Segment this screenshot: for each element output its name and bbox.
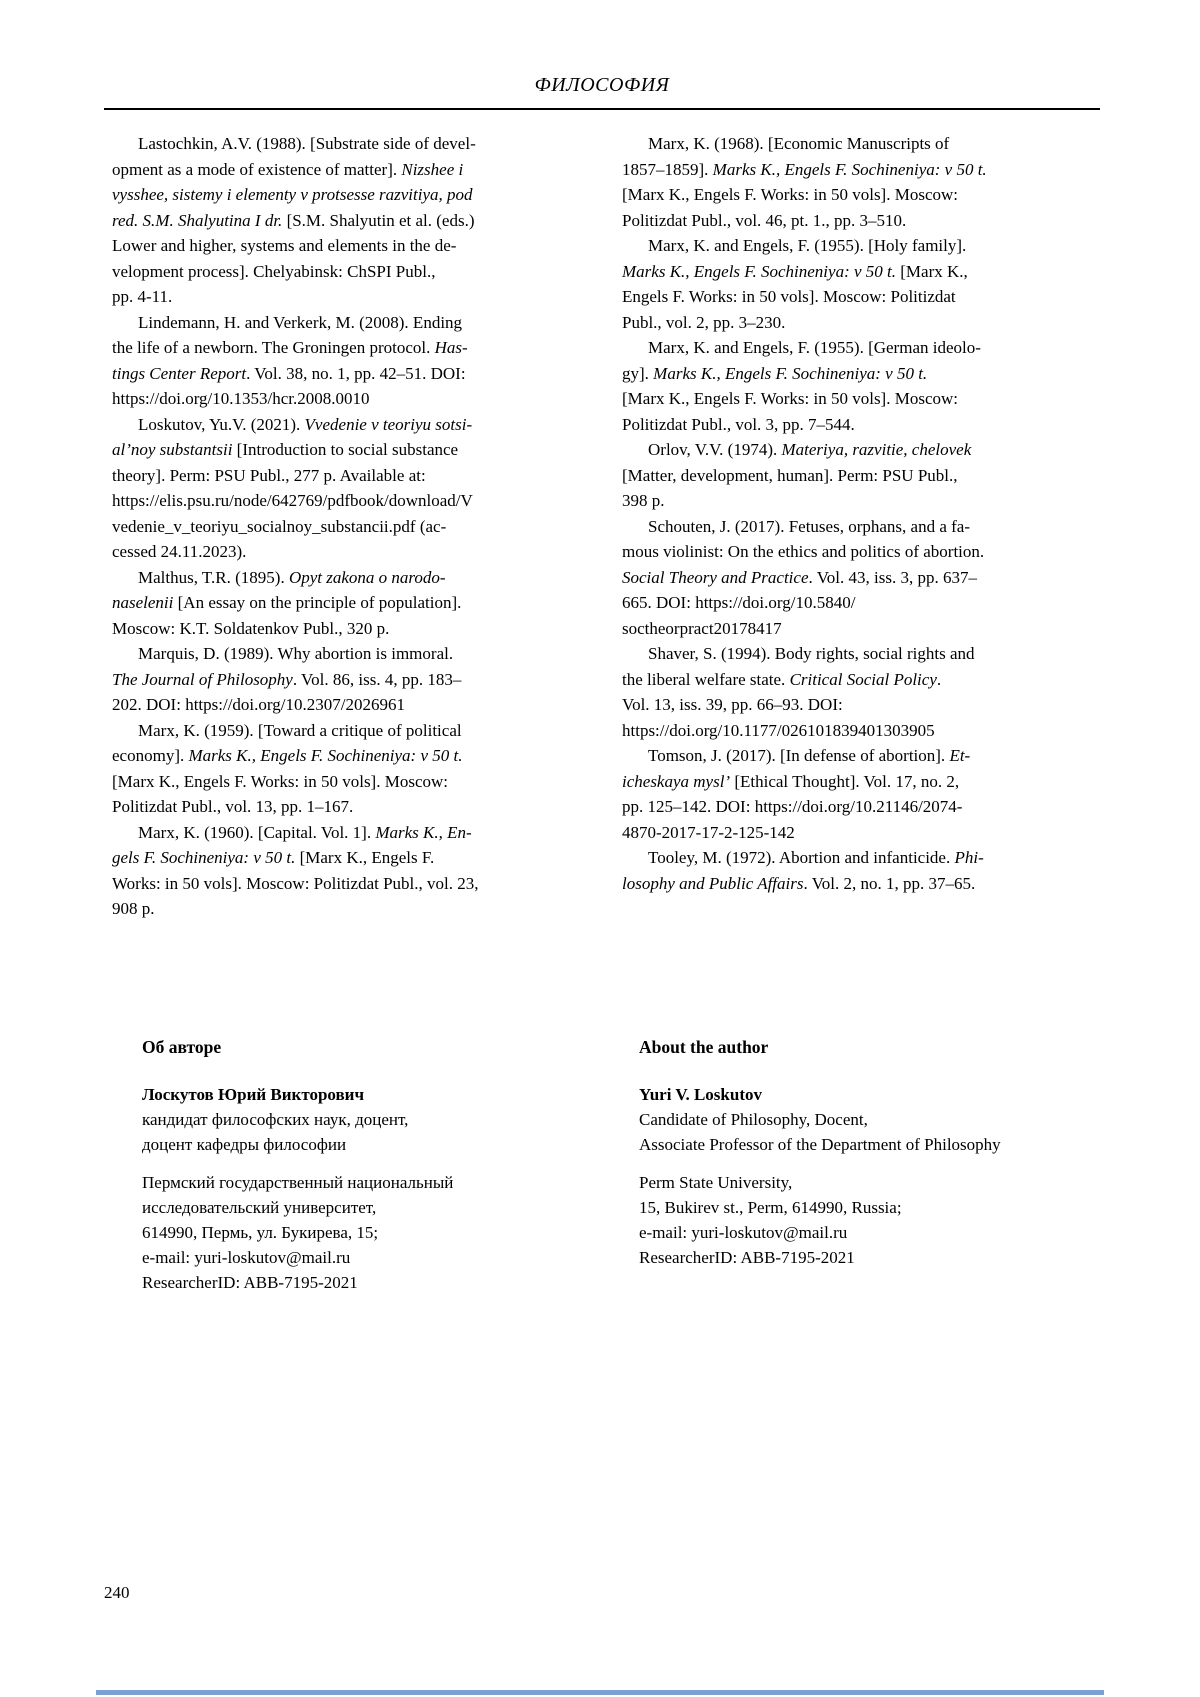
reference-entry (622, 437, 1054, 514)
reference-entry (112, 412, 542, 565)
reference-line: opment as a mode of existence of matter]. Nizshee i (112, 159, 464, 179)
about-line: доцент кафедры философии (142, 1135, 347, 1154)
about-line: Associate Professor of the Department of Philosophy (639, 1135, 1001, 1154)
reference-line: Engels F. Works: in 50 vols]. Moscow: Politizdat (622, 287, 956, 306)
reference-line: Tooley, M. (1972). Abortion and infanticide. Phi- (648, 848, 984, 867)
reference-entry (622, 743, 1054, 845)
reference-line: gy]. Marks K., Engels F. Sochineniya: v 50 t. (622, 363, 928, 383)
reference-line: [Marx K., Engels F. Works: in 50 vols]. Moscow: (112, 771, 448, 791)
about-author-heading-en: About the author (639, 1037, 769, 1057)
reference-line: https://doi.org/10.1353/hcr.2008.0010 (112, 389, 370, 408)
reference-line: Marx, K. and Engels, F. (1955). [Holy family]. (648, 236, 967, 255)
reference-line: 398 p. (622, 491, 665, 510)
reference-line: 908 p. (112, 899, 155, 918)
reference-line: theory]. Perm: PSU Publ., 277 p. Available at: (112, 465, 426, 485)
author-role-en (639, 1107, 1099, 1157)
reference-line: Lindemann, H. and Verkerk, M. (2008). Ending (138, 312, 463, 332)
references-right-column (622, 131, 1054, 896)
reference-line: [Marx K., Engels F. Works: in 50 vols]. Moscow: (622, 185, 958, 204)
reference-entry (112, 565, 542, 642)
reference-line: the liberal welfare state. Critical Social Policy. (622, 669, 942, 689)
reference-line: 202. DOI: https://doi.org/10.2307/2026961 (112, 695, 405, 714)
reference-line: Orlov, V.V. (1974). Materiya, razvitie, chelovek (648, 440, 972, 459)
reference-line: Lastochkin, A.V. (1988). [Substrate side of devel- (138, 134, 476, 153)
reference-line: https://doi.org/10.1177/026101839401303905 (622, 720, 935, 740)
reference-line: Loskutov, Yu.V. (2021). Vvedenie v teoriyu sotsi- (138, 414, 473, 434)
reference-line: Vol. 13, iss. 39, pp. 66–93. DOI: (622, 695, 843, 714)
reference-entry (112, 131, 542, 310)
reference-entry (622, 514, 1054, 642)
reference-line: Tomson, J. (2017). [In defense of abortion]. Et- (648, 746, 971, 765)
about-line: кандидат философских наук, доцент, (142, 1110, 409, 1129)
page-title: ФИЛОСОФИЯ (534, 74, 670, 96)
reference-line: 665. DOI: https://doi.org/10.5840/ (622, 593, 856, 612)
reference-line: Politizdat Publ., vol. 13, pp. 1–167. (112, 797, 354, 816)
author-name-ru: Лоскутов Юрий Викторович (142, 1085, 365, 1104)
about-line: e-mail: yuri-loskutov@mail.ru (142, 1248, 351, 1267)
reference-line: Politizdat Publ., vol. 3, pp. 7–544. (622, 414, 855, 434)
reference-entry (112, 310, 542, 412)
author-role-ru (142, 1107, 572, 1157)
reference-line: https://elis.psu.ru/node/642769/pdfbook/download/V (112, 491, 473, 510)
reference-line: Shaver, S. (1994). Body rights, social rights and (648, 644, 975, 663)
about-line: исследовательский университет, (142, 1198, 377, 1217)
about-line: 614990, Пермь, ул. Букирева, 15; (142, 1223, 379, 1242)
reference-entry (622, 641, 1054, 743)
about-line: ResearcherID: ABB-7195-2021 (142, 1273, 358, 1292)
reference-entry (622, 131, 1054, 233)
reference-entry (622, 233, 1054, 335)
reference-line: Works: in 50 vols]. Moscow: Politizdat Publ., vol. 23, (112, 873, 479, 893)
reference-entry (112, 718, 542, 820)
about-author-heading-ru: Об авторе (142, 1037, 222, 1057)
author-affiliation-ru (142, 1170, 572, 1295)
reference-entry (622, 845, 1054, 896)
reference-line: pp. 4-11. (112, 287, 173, 306)
reference-line: Marquis, D. (1989). Why abortion is immoral. (138, 644, 454, 663)
reference-line: Marx, K. (1959). [Toward a critique of political (138, 720, 462, 740)
references-left-column (112, 131, 542, 922)
reference-entry (112, 641, 542, 718)
reference-line: cessed 24.11.2023). (112, 542, 247, 561)
reference-line: Publ., vol. 2, pp. 3–230. (622, 312, 786, 332)
reference-line: naselenii [An essay on the principle of population]. (112, 593, 462, 612)
reference-line: soctheorpract20178417 (622, 618, 782, 638)
reference-line: Malthus, T.R. (1895). Opyt zakona o narodo- (138, 567, 446, 587)
reference-line: [Matter, development, human]. Perm: PSU Publ., (622, 465, 958, 485)
page-number: 240 (104, 1583, 130, 1602)
author-name-en: Yuri V. Loskutov (639, 1085, 762, 1104)
reference-line: pp. 125–142. DOI: https://doi.org/10.21146/2074- (622, 797, 963, 816)
reference-line: Marx, K. (1960). [Capital. Vol. 1]. Marks K., En- (138, 822, 472, 842)
reference-line: Lower and higher, systems and elements in the de- (112, 236, 457, 255)
reference-line: mous violinist: On the ethics and politics of abortion. (622, 542, 985, 561)
reference-line: 4870-2017-17-2-125-142 (622, 822, 795, 842)
reference-line: red. S.M. Shalyutina I dr. [S.M. Shalyutin et al. (eds.) (112, 210, 475, 230)
reference-line: vysshee, sistemy i elementy v protsesse razvitiya, pod (112, 185, 473, 204)
about-line: Пермский государственный национальный (142, 1173, 454, 1192)
footer-accent-bar (96, 1690, 1104, 1695)
reference-entry (622, 335, 1054, 437)
reference-line: The Journal of Philosophy. Vol. 86, iss. 4, pp. 183– (112, 669, 462, 689)
about-line: Candidate of Philosophy, Docent, (639, 1110, 868, 1129)
reference-line: icheskaya mysl’ [Ethical Thought]. Vol. 17, no. 2, (622, 771, 960, 791)
about-author-section-en (639, 1035, 1099, 1270)
reference-line: gels F. Sochineniya: v 50 t. [Marx K., Engels F. (112, 848, 435, 867)
reference-entry (112, 820, 542, 922)
author-affiliation-en (639, 1170, 1099, 1270)
reference-line: velopment process]. Chelyabinsk: ChSPI Publ., (112, 261, 436, 281)
reference-line: economy]. Marks K., Engels F. Sochineniya: v 50 t. (112, 746, 463, 765)
reference-line: 1857–1859]. Marks K., Engels F. Sochineniya: v 50 t. (622, 159, 987, 179)
reference-line: the life of a newborn. The Groningen protocol. Has- (112, 338, 468, 357)
reference-line: [Marx K., Engels F. Works: in 50 vols]. Moscow: (622, 389, 958, 408)
reference-line: Politizdat Publ., vol. 46, pt. 1., pp. 3–510. (622, 210, 907, 230)
reference-line: vedenie_v_teoriyu_socialnoy_substancii.pdf (ac- (112, 516, 447, 536)
reference-line: Marks K., Engels F. Sochineniya: v 50 t. [Marx K., (622, 261, 968, 281)
about-line: 15, Bukirev st., Perm, 614990, Russia; (639, 1198, 902, 1217)
reference-line: Marx, K. and Engels, F. (1955). [German ideolo- (648, 338, 981, 357)
reference-line: Marx, K. (1968). [Economic Manuscripts of (648, 134, 950, 153)
about-author-section-ru (142, 1035, 572, 1295)
reference-line: tings Center Report. Vol. 38, no. 1, pp. 42–51. DOI: (112, 363, 466, 383)
about-line: e-mail: yuri-loskutov@mail.ru (639, 1223, 848, 1242)
reference-line: Social Theory and Practice. Vol. 43, iss. 3, pp. 637– (622, 567, 977, 587)
about-line: Perm State University, (639, 1173, 793, 1192)
reference-line: Moscow: K.T. Soldatenkov Publ., 320 p. (112, 618, 390, 638)
header-rule (104, 108, 1100, 110)
reference-line: losophy and Public Affairs. Vol. 2, no. 1, pp. 37–65. (622, 873, 976, 893)
about-line: ResearcherID: ABB-7195-2021 (639, 1248, 855, 1267)
reference-line: Schouten, J. (2017). Fetuses, orphans, and a fa- (648, 516, 970, 536)
reference-line: al’noy substantsii [Introduction to social substance (112, 440, 459, 459)
